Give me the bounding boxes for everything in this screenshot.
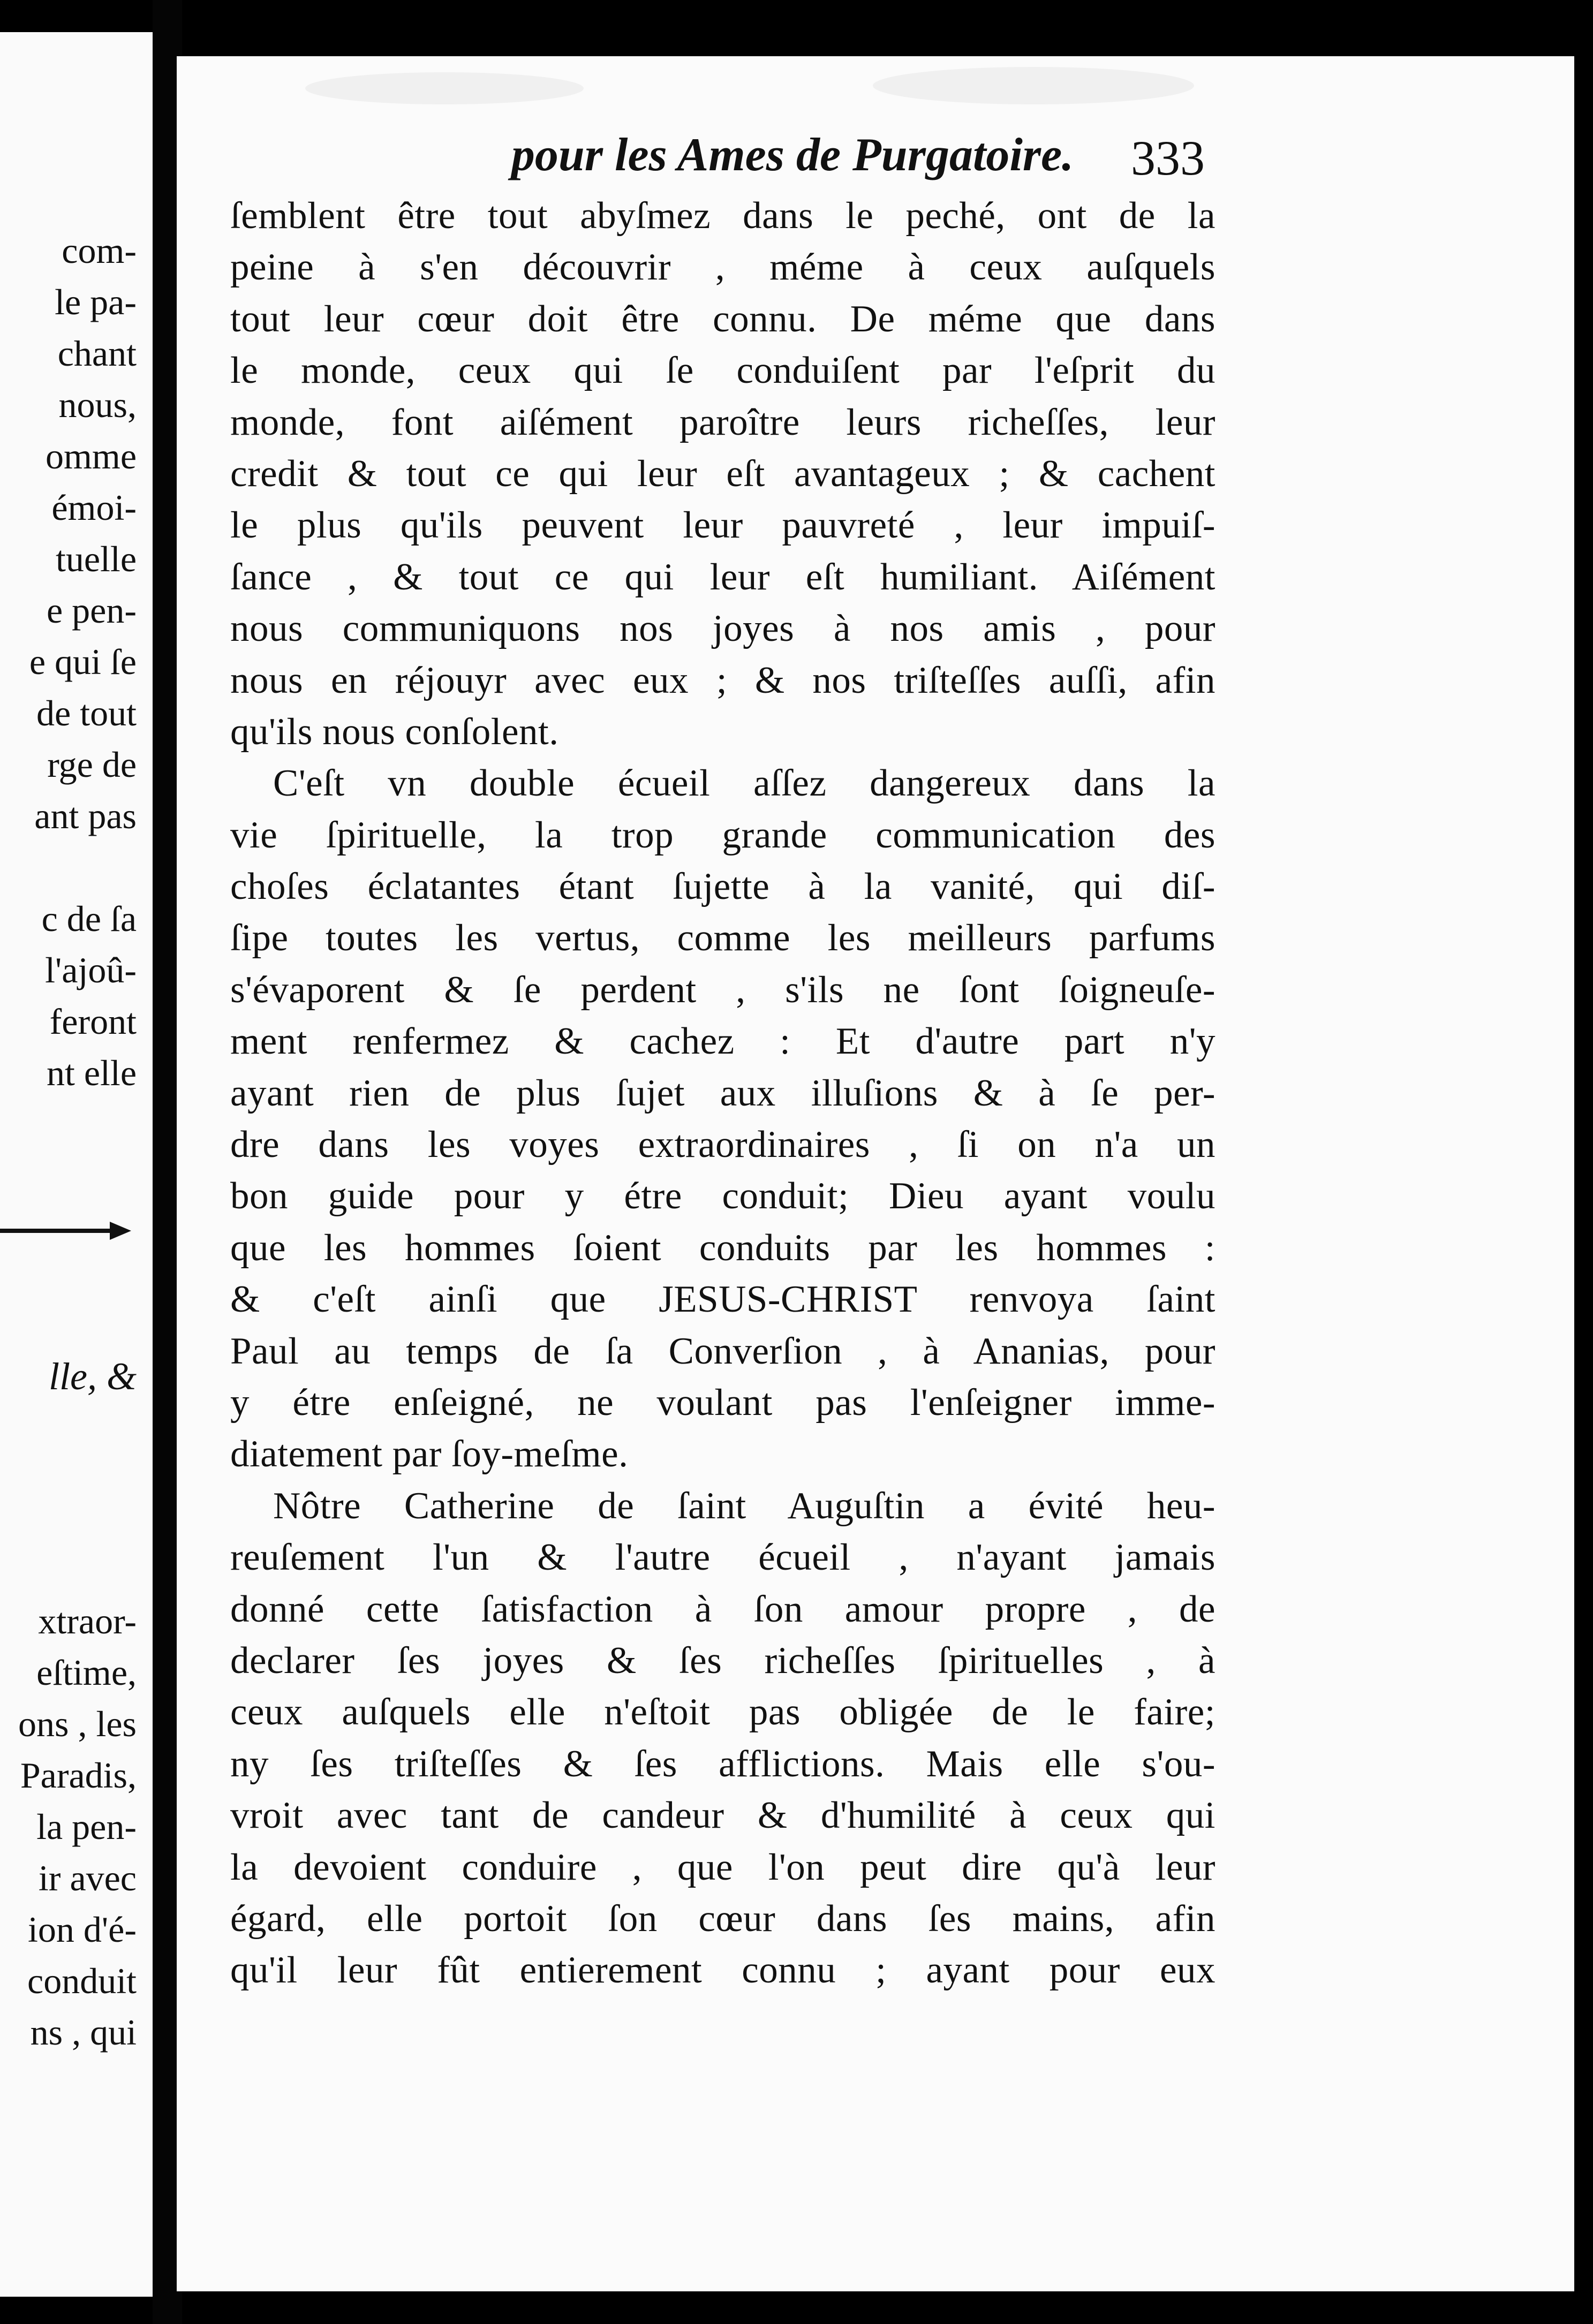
- scan-noise: [305, 72, 584, 104]
- body-text: [230, 190, 1215, 1996]
- left-facing-page: [0, 32, 153, 2297]
- left-line: l'ajoû-: [45, 950, 137, 990]
- left-line: rge de: [47, 744, 137, 785]
- left-line: ant pas: [34, 796, 137, 836]
- left-page-text-bottom: [0, 1595, 153, 2058]
- left-line: c de ſa: [41, 898, 137, 939]
- left-line: omme: [46, 436, 137, 476]
- text-line: nous en réjouyr avec eux ; & nos triſteſſes auſſi, afin: [230, 659, 1215, 701]
- left-line: Paradis,: [20, 1755, 137, 1796]
- text-line: vie ſpirituelle, la trop grande communication des: [230, 814, 1215, 856]
- text-line: donné cette ſatisfaction à ſon amour propre , de: [230, 1588, 1215, 1630]
- left-page-rule-tip: [110, 1222, 131, 1240]
- text-line: diatement par ſoy-meſme.: [230, 1433, 629, 1475]
- left-line: ns , qui: [30, 2012, 137, 2053]
- text-line: ſemblent être tout abyſmez dans le peché, ont de la: [230, 195, 1215, 237]
- page-number: 333: [1131, 131, 1205, 185]
- text-line: s'évaporent & ſe perdent , s'ils ne ſont ſoigneuſe-: [230, 968, 1215, 1011]
- text-line: credit & tout ce qui leur eſt avantageux ; & cachent: [230, 452, 1215, 495]
- text-line: monde, font aiſément paroître leurs richeſſes, leur: [230, 401, 1215, 443]
- text-line: bon guide pour y étre conduit; Dieu ayant voulu: [230, 1175, 1215, 1217]
- left-line: ir avec: [38, 1858, 137, 1898]
- text-line: choſes éclatantes étant ſujette à la vanité, qui diſ-: [230, 866, 1215, 908]
- text-line: tout leur cœur doit être connu. De méme que dans: [230, 298, 1215, 340]
- scan-noise: [873, 67, 1194, 104]
- paragraph-start-line: Nôtre Catherine de ſaint Auguſtin a évité heu-: [273, 1485, 1215, 1527]
- text-line: ny ſes triſteſſes & ſes afflictions. Mais elle s'ou-: [230, 1743, 1215, 1785]
- text-line: ſipe toutes les vertus, comme les meilleurs parfums: [230, 917, 1215, 959]
- text-line: ceux auſquels elle n'eſtoit pas obligée de le faire;: [230, 1691, 1215, 1733]
- paragraph-start-line: C'eſt vn double écueil aſſez dangereux dans la: [273, 762, 1215, 805]
- text-line: ment renfermez & cachez : Et d'autre part n'y: [230, 1020, 1215, 1063]
- left-page-text-top: [0, 225, 153, 1099]
- text-line: qu'il leur fût entierement connu ; ayant pour eux: [230, 1949, 1215, 1992]
- left-page-rule: [0, 1229, 123, 1233]
- text-line: le monde, ceux qui ſe conduiſent par l'eſprit du: [230, 350, 1215, 392]
- left-line: feront: [49, 1001, 137, 1042]
- text-line: ſance , & tout ce qui leur eſt humiliant. Aiſément: [230, 556, 1215, 598]
- text-line: égard, elle portoit ſon cœur dans ſes mains, afin: [230, 1897, 1215, 1940]
- left-line: [0, 842, 153, 893]
- left-line: tuelle: [55, 539, 137, 579]
- text-line: que les hommes ſoient conduits par les hommes :: [230, 1227, 1215, 1269]
- left-line: ion d'é-: [28, 1909, 137, 1950]
- text-line: Paul au temps de ſa Converſion , à Ananias, pour: [230, 1330, 1215, 1372]
- left-line: le pa-: [55, 282, 137, 322]
- running-title: pour les Ames de Purgatoire.: [511, 129, 1074, 181]
- text-line: peine à s'en découvrir , méme à ceux auſquels: [230, 246, 1215, 289]
- text-line: la devoient conduire , que l'on peut dire qu'à leur: [230, 1846, 1215, 1888]
- text-line: declarer ſes joyes & ſes richeſſes ſpirituelles , à: [230, 1639, 1215, 1682]
- left-line: nt elle: [46, 1053, 137, 1093]
- left-line: la pen-: [36, 1806, 137, 1847]
- text-line: ayant rien de plus ſujet aux illuſions & à ſe per-: [230, 1072, 1215, 1114]
- left-line: e pen-: [46, 590, 137, 631]
- text-line: reuſement l'un & l'autre écueil , n'ayant jamais: [230, 1536, 1215, 1579]
- left-line: chant: [57, 333, 137, 374]
- left-line: xtraor-: [38, 1601, 137, 1641]
- left-line: de tout: [36, 693, 137, 733]
- left-page-heading-fragment: lle, &: [49, 1355, 137, 1398]
- text-line: vroit avec tant de candeur & d'humilité à ceux qui: [230, 1795, 1215, 1837]
- text-line: & c'eſt ainſi que JESUS-CHRIST renvoya ſaint: [230, 1278, 1215, 1321]
- left-line: eſtime,: [36, 1652, 137, 1693]
- text-line: le plus qu'ils peuvent leur pauvreté , leur impuiſ-: [230, 504, 1215, 547]
- text-line: dre dans les voyes extraordinaires , ſi on n'a un: [230, 1124, 1215, 1166]
- left-line: nous,: [58, 384, 137, 425]
- text-line: qu'ils nous conſolent.: [230, 710, 559, 753]
- left-line: émoi-: [51, 487, 137, 528]
- left-line: conduit: [27, 1960, 137, 2001]
- left-line: ons , les: [18, 1704, 137, 1744]
- left-line: e qui ſe: [29, 641, 137, 682]
- left-line: com-: [62, 230, 137, 271]
- text-line: y étre enſeigné, ne voulant pas l'enſeigner imme-: [230, 1381, 1215, 1424]
- text-line: nous communiquons nos joyes à nos amis , pour: [230, 608, 1215, 650]
